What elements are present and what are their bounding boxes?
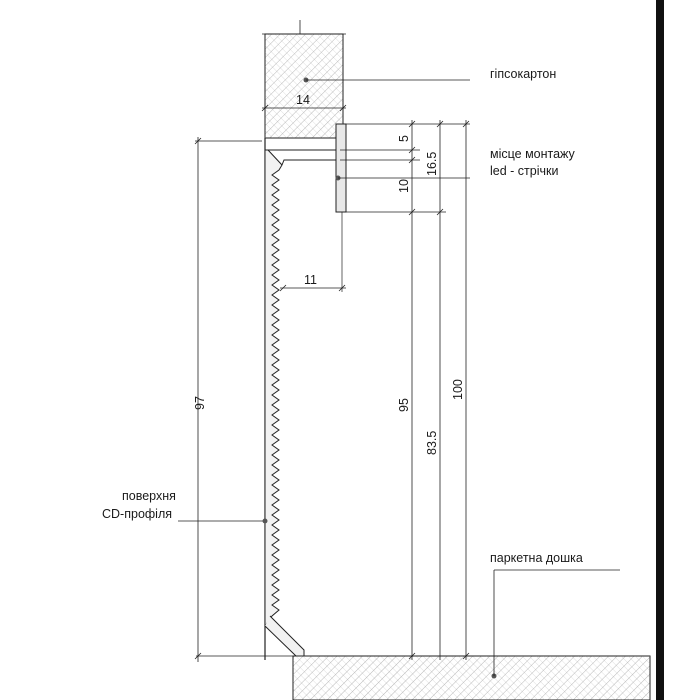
dim-profile-depth-value: 11	[304, 273, 317, 287]
label-gypsum: гіпсокартон	[490, 67, 557, 81]
dim-total-97-value: 97	[193, 396, 207, 410]
right-edge-bar	[656, 0, 664, 700]
dim-total-97	[193, 137, 207, 662]
dim-top-gap-value: 5	[397, 135, 411, 142]
shadow-profile	[265, 124, 346, 656]
dim-total-100	[451, 120, 469, 660]
parquet-board	[196, 570, 650, 700]
label-led-mount-2: led - стрічки	[490, 164, 559, 178]
dim-total-100-value: 100	[451, 379, 465, 400]
label-parquet: паркетна дошка	[490, 551, 583, 565]
dim-gypsum-width-value: 14	[296, 93, 310, 107]
dim-led-zone-value: 16.5	[425, 151, 439, 176]
dim-led-height-value: 10	[397, 179, 411, 193]
cd-leader-dot	[263, 519, 268, 524]
label-cd-surface-1: поверхня	[122, 489, 176, 503]
dim-led-zone	[425, 120, 443, 660]
dim-top-gap	[397, 120, 415, 160]
label-cd-surface-2: CD-профіля	[102, 507, 173, 521]
label-led-mount-1: місце монтажу	[490, 147, 575, 161]
dim-profile-depth	[280, 212, 346, 292]
gypsum-board	[262, 20, 346, 138]
dim-height-83-5-value: 83.5	[425, 430, 439, 455]
dim-height-95-value: 95	[397, 398, 411, 412]
